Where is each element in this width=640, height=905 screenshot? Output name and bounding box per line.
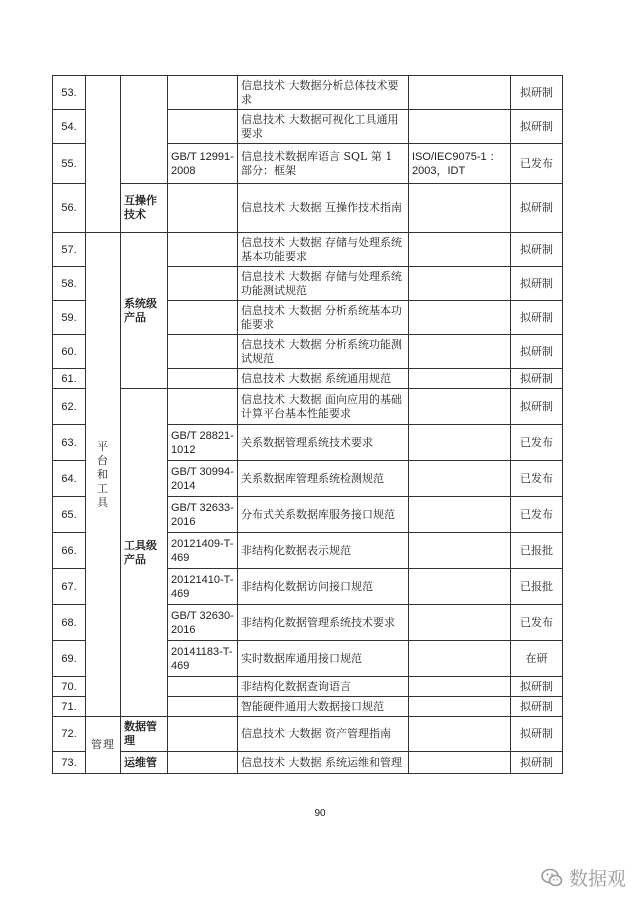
standard-number xyxy=(168,369,238,389)
standard-number: 20121410-T-469 xyxy=(168,569,238,605)
status-cell: 拟研制 xyxy=(511,184,563,233)
row-number: 55. xyxy=(53,144,86,184)
standard-number: GB/T 30994-2014 xyxy=(168,461,238,497)
standard-number: 20121409-T-469 xyxy=(168,533,238,569)
international-standard xyxy=(409,425,511,461)
category-level2-system-products: 系统级产品 xyxy=(121,233,168,389)
standard-name: 非结构化数据查询语言 xyxy=(238,677,409,697)
international-standard xyxy=(409,184,511,233)
standard-number xyxy=(168,752,238,774)
row-number: 63. xyxy=(53,425,86,461)
international-standard xyxy=(409,717,511,752)
international-standard xyxy=(409,369,511,389)
status-cell: 已发布 xyxy=(511,497,563,533)
category-level2-ops-mgmt: 运维管 xyxy=(121,752,168,774)
standard-number xyxy=(168,301,238,335)
status-cell: 已发布 xyxy=(511,144,563,184)
page-number: 90 xyxy=(314,808,326,819)
row-number: 62. xyxy=(53,389,86,425)
row-number: 67. xyxy=(53,569,86,605)
table-row xyxy=(53,184,563,233)
standard-number: GB/T 12991-2008 xyxy=(168,144,238,184)
status-cell: 已报批 xyxy=(511,569,563,605)
standard-name: 信息技术 大数据 存储与处理系统功能测试规范 xyxy=(238,267,409,301)
standard-name: 信息技术 大数据 互操作技术指南 xyxy=(238,184,409,233)
status-cell: 已发布 xyxy=(511,605,563,641)
row-number: 71. xyxy=(53,697,86,717)
row-number: 65. xyxy=(53,497,86,533)
standard-name: 关系数据管理系统技术要求 xyxy=(238,425,409,461)
standard-name: 信息技术 大数据 系统通用规范 xyxy=(238,369,409,389)
status-cell: 拟研制 xyxy=(511,233,563,267)
row-number: 58. xyxy=(53,267,86,301)
international-standard xyxy=(409,641,511,677)
international-standard xyxy=(409,752,511,774)
international-standard xyxy=(409,605,511,641)
standard-name: 信息技术 大数据分析总体技术要求 xyxy=(238,76,409,110)
status-cell: 拟研制 xyxy=(511,752,563,774)
standard-name: 分布式关系数据库服务接口规范 xyxy=(238,497,409,533)
standard-name: 信息技术 大数据 分析系统功能测试规范 xyxy=(238,335,409,369)
standard-name: 信息技术 大数据 面向应用的基础计算平台基本性能要求 xyxy=(238,389,409,425)
standard-number xyxy=(168,110,238,144)
standard-name: 智能硬件通用大数据接口规范 xyxy=(238,697,409,717)
status-cell: 在研 xyxy=(511,641,563,677)
international-standard xyxy=(409,267,511,301)
standard-number xyxy=(168,389,238,425)
standard-name: 信息技术 大数据 资产管理指南 xyxy=(238,717,409,752)
international-standard xyxy=(409,497,511,533)
category-level2-data-mgmt: 数据管理 xyxy=(121,717,168,752)
standard-name: 非结构化数据管理系统技术要求 xyxy=(238,605,409,641)
standard-number: GB/T 28821-1012 xyxy=(168,425,238,461)
row-number: 57. xyxy=(53,233,86,267)
standard-number: GB/T 32630-2016 xyxy=(168,605,238,641)
international-standard xyxy=(409,461,511,497)
row-number: 53. xyxy=(53,76,86,110)
row-number: 72. xyxy=(53,717,86,752)
international-standard xyxy=(409,335,511,369)
row-number: 73. xyxy=(53,752,86,774)
status-cell: 已报批 xyxy=(511,533,563,569)
international-standard xyxy=(409,301,511,335)
row-number: 64. xyxy=(53,461,86,497)
international-standard xyxy=(409,233,511,267)
status-cell: 拟研制 xyxy=(511,110,563,144)
standard-name: 信息技术 大数据可视化工具通用要求 xyxy=(238,110,409,144)
standard-number: GB/T 32633-2016 xyxy=(168,497,238,533)
standard-number xyxy=(168,335,238,369)
status-cell: 拟研制 xyxy=(511,301,563,335)
standard-number xyxy=(168,184,238,233)
wechat-icon xyxy=(541,868,563,888)
row-number: 60. xyxy=(53,335,86,369)
table-row xyxy=(53,233,563,267)
standard-number xyxy=(168,233,238,267)
status-cell: 拟研制 xyxy=(511,717,563,752)
watermark-text: 数据观 xyxy=(568,868,626,890)
standard-name: 信息技术 大数据 存储与处理系统基本功能要求 xyxy=(238,233,409,267)
status-cell: 拟研制 xyxy=(511,677,563,697)
standard-name: 信息技术数据库语言 SQL 第 1 部分：框架 xyxy=(238,144,409,184)
row-number: 66. xyxy=(53,533,86,569)
standard-name: 非结构化数据访问接口规范 xyxy=(238,569,409,605)
standard-name: 信息技术 大数据 系统运维和管理 xyxy=(238,752,409,774)
row-number: 56. xyxy=(53,184,86,233)
category-level2-interop: 互操作技术 xyxy=(121,184,168,233)
table-row xyxy=(53,752,563,774)
standard-number xyxy=(168,697,238,717)
watermark xyxy=(541,864,626,891)
status-cell: 拟研制 xyxy=(511,267,563,301)
standards-table xyxy=(52,75,563,774)
row-number: 61. xyxy=(53,369,86,389)
row-number: 70. xyxy=(53,677,86,697)
table-row xyxy=(53,717,563,752)
international-standard xyxy=(409,76,511,110)
table-row xyxy=(53,389,563,425)
table-row xyxy=(53,76,563,110)
standard-number xyxy=(168,717,238,752)
status-cell: 已发布 xyxy=(511,425,563,461)
status-cell: 拟研制 xyxy=(511,369,563,389)
international-standard xyxy=(409,533,511,569)
international-standard xyxy=(409,569,511,605)
international-standard xyxy=(409,389,511,425)
status-cell: 拟研制 xyxy=(511,389,563,425)
status-cell: 拟研制 xyxy=(511,697,563,717)
international-standard: ISO/IEC9075-1 ：2003，IDT xyxy=(409,144,511,184)
international-standard xyxy=(409,110,511,144)
standard-number xyxy=(168,677,238,697)
category-level2-tool-products: 工具级产品 xyxy=(121,389,168,717)
standard-number xyxy=(168,267,238,301)
international-standard xyxy=(409,677,511,697)
row-number: 59. xyxy=(53,301,86,335)
international-standard xyxy=(409,697,511,717)
standard-number xyxy=(168,76,238,110)
standard-name: 信息技术 大数据 分析系统基本功能要求 xyxy=(238,301,409,335)
standard-name: 非结构化数据表示规范 xyxy=(238,533,409,569)
category-level1-platform: 平 台 和 工 具 xyxy=(86,233,121,717)
row-number: 54. xyxy=(53,110,86,144)
status-cell: 拟研制 xyxy=(511,335,563,369)
row-number: 69. xyxy=(53,641,86,677)
standard-name: 关系数据库管理系统检测规范 xyxy=(238,461,409,497)
category-level1-management: 管理 xyxy=(86,717,121,774)
status-cell: 已发布 xyxy=(511,461,563,497)
row-number: 68. xyxy=(53,605,86,641)
category-level1-cell xyxy=(86,76,121,233)
standard-name: 实时数据库通用接口规范 xyxy=(238,641,409,677)
category-level2-cell xyxy=(121,76,168,184)
status-cell: 拟研制 xyxy=(511,76,563,110)
standard-number: 20141183-T-469 xyxy=(168,641,238,677)
